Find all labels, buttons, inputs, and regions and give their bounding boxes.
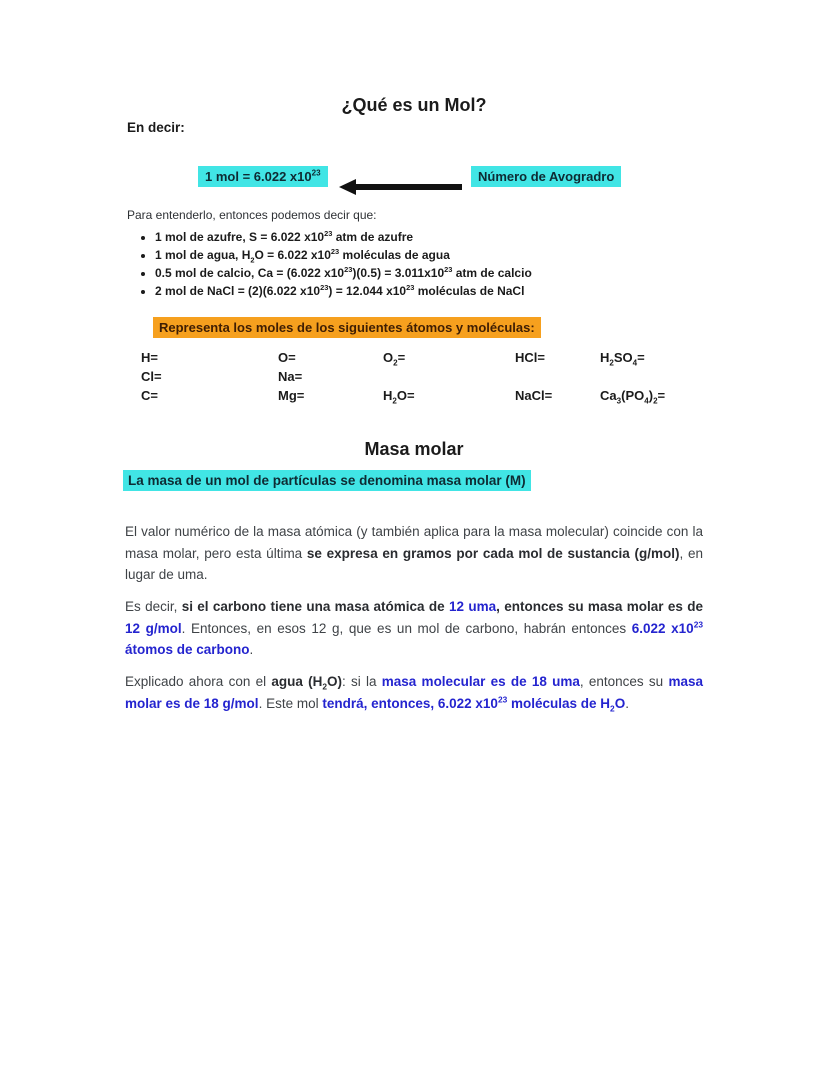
arrow-shaft bbox=[353, 184, 462, 190]
formula-cell: $O_2=$ bbox=[383, 350, 406, 368]
intro-label: En decir: bbox=[127, 120, 185, 135]
masa-molar-definition-highlight: La masa de un mol de partículas se denomina masa molar (M) bbox=[123, 470, 531, 491]
exercise-banner: Representa los moles de los siguientes átomos y moléculas: bbox=[153, 317, 541, 338]
formula-cell: $H_2O=$ bbox=[383, 388, 415, 406]
formula-cell: NaCl= bbox=[515, 388, 553, 403]
formula-cell: C= bbox=[141, 388, 158, 403]
list-item: • 0.5 mol de calcio, Ca = (6.022 $x10^{23})(0.5) = 3.011x10^{23}$ atm de calcio bbox=[155, 266, 731, 280]
formula-cell: Na= bbox=[278, 369, 303, 384]
formula-cell bbox=[515, 369, 600, 388]
paragraph: Explicado ahora con el agua $(H_2O)$: si la masa molecular es de 18 uma, entonces su masa molar es de 18 g/mol. Este mol tendrá, entonces, 6.022 $x10^{23}$ moléculas de $H_2O$. bbox=[125, 674, 703, 714]
formula-cell: H= bbox=[141, 350, 158, 365]
formula-cell: $H_2SO_4=$ bbox=[600, 350, 645, 368]
list-item: • 2 mol de NaCl = (2)(6.022 $x10^{23}) = 12.044$ $x10^{23}$ moléculas de NaCl bbox=[155, 284, 731, 298]
list-item: • 1 mol de agua, $H_2O = 6.022$ $x10^{23}$ moléculas de agua bbox=[155, 248, 731, 262]
formula-cell: Mg= bbox=[278, 388, 305, 403]
examples-list bbox=[127, 230, 731, 302]
formula-cell: Cl= bbox=[141, 369, 162, 384]
paragraph: Es decir, si el carbono tiene una masa atómica de 12 uma, entonces su masa molar es de 12 g/mol. Entonces, en esos 12 g, que es un mol de carbono, habrán entonces 6.022 $x10^{23}$ átomos de carbono. bbox=[125, 599, 703, 658]
formula-cell: HCl= bbox=[515, 350, 545, 365]
page-title: ¿Qué es un Mol? bbox=[341, 95, 487, 115]
formula-table bbox=[141, 350, 710, 407]
mol-equation-highlight: 1 mol = 6.022 $x10^{23}$ bbox=[198, 166, 328, 187]
formula-cell: $Ca_3(PO_4)_2=$ bbox=[600, 388, 666, 406]
formula-cell: O= bbox=[278, 350, 296, 365]
paragraph: El valor numérico de la masa atómica (y también aplica para la masa molecular) coincide con la masa molar, pero esta última se expresa en gramos por cada mol de sustancia (g/mol), en lugar de uma. bbox=[125, 524, 704, 583]
formula-cell bbox=[600, 369, 710, 388]
arrow-left-icon bbox=[339, 179, 462, 195]
formula-cell bbox=[383, 369, 515, 388]
list-intro-text: Para entenderlo, entonces podemos decir que: bbox=[127, 208, 377, 222]
section-heading-masa-molar: Masa molar bbox=[364, 439, 464, 459]
list-item: • 1 mol de azufre, S = 6.022 $x10^{23}$ atm de azufre bbox=[155, 230, 731, 244]
avogadro-label-highlight: Número de Avogradro bbox=[471, 166, 621, 187]
